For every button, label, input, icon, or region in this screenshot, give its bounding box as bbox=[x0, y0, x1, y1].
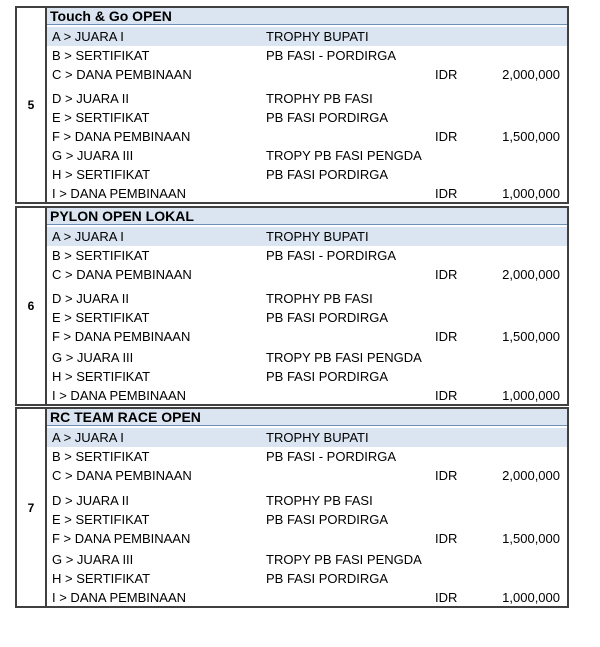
prize-row bbox=[47, 27, 567, 46]
prize-currency: IDR bbox=[435, 468, 458, 483]
prize-label: A > JUARA I bbox=[52, 229, 124, 244]
prize-description: PB FASI - PORDIRGA bbox=[266, 449, 397, 464]
prize-description: TROPHY BUPATI bbox=[266, 229, 369, 244]
prize-row bbox=[47, 89, 567, 108]
prize-label: H > SERTIFIKAT bbox=[52, 369, 151, 384]
prize-group bbox=[47, 89, 567, 146]
event-content bbox=[47, 8, 567, 202]
event-block bbox=[15, 206, 569, 406]
event-content bbox=[47, 208, 567, 404]
prize-row bbox=[47, 569, 567, 588]
prize-label: B > SERTIFIKAT bbox=[52, 48, 150, 63]
prize-amount: 1,000,000 bbox=[502, 590, 560, 605]
prize-row bbox=[47, 348, 567, 367]
prize-row bbox=[47, 46, 567, 65]
prize-row bbox=[47, 588, 567, 607]
prize-description: TROPY PB FASI PENGDA bbox=[266, 552, 422, 567]
prize-label: A > JUARA I bbox=[52, 430, 124, 445]
event-number: 6 bbox=[17, 208, 47, 404]
prize-label: H > SERTIFIKAT bbox=[52, 571, 151, 586]
prize-label: I > DANA PEMBINAAN bbox=[52, 590, 187, 605]
prize-description: TROPY PB FASI PENGDA bbox=[266, 350, 422, 365]
prize-label: F > DANA PEMBINAAN bbox=[52, 329, 191, 344]
prize-group bbox=[47, 491, 567, 548]
prize-row bbox=[47, 529, 567, 548]
prize-label: E > SERTIFIKAT bbox=[52, 512, 150, 527]
prize-row bbox=[47, 165, 567, 184]
prize-group bbox=[47, 348, 567, 405]
prize-group bbox=[47, 289, 567, 346]
prize-amount: 2,000,000 bbox=[502, 267, 560, 282]
prize-amount: 1,500,000 bbox=[502, 531, 560, 546]
prize-row bbox=[47, 386, 567, 405]
prize-row bbox=[47, 327, 567, 346]
prize-description: TROPHY BUPATI bbox=[266, 430, 369, 445]
prize-group bbox=[47, 27, 567, 84]
prize-label: E > SERTIFIKAT bbox=[52, 310, 150, 325]
prize-description: PB FASI PORDIRGA bbox=[266, 369, 389, 384]
prize-amount: 1,500,000 bbox=[502, 129, 560, 144]
prize-label: D > JUARA II bbox=[52, 291, 129, 306]
prize-label: A > JUARA I bbox=[52, 29, 124, 44]
prize-row bbox=[47, 550, 567, 569]
prize-currency: IDR bbox=[435, 267, 458, 282]
prize-currency: IDR bbox=[435, 590, 458, 605]
prize-row bbox=[47, 265, 567, 284]
prize-description: PB FASI PORDIRGA bbox=[266, 512, 389, 527]
prize-currency: IDR bbox=[435, 186, 458, 201]
event-content bbox=[47, 409, 567, 606]
prize-label: C > DANA PEMBINAAN bbox=[52, 468, 192, 483]
prize-currency: IDR bbox=[435, 531, 458, 546]
prize-description: PB FASI PORDIRGA bbox=[266, 110, 389, 125]
prize-group bbox=[47, 146, 567, 203]
prize-label: F > DANA PEMBINAAN bbox=[52, 531, 191, 546]
prize-description: PB FASI PORDIRGA bbox=[266, 571, 389, 586]
prize-row bbox=[47, 289, 567, 308]
prize-row bbox=[47, 127, 567, 146]
prize-label: G > JUARA III bbox=[52, 552, 134, 567]
prize-row bbox=[47, 108, 567, 127]
prize-row bbox=[47, 491, 567, 510]
prize-row bbox=[47, 65, 567, 84]
prize-row bbox=[47, 227, 567, 246]
prize-row bbox=[47, 510, 567, 529]
prize-row bbox=[47, 466, 567, 485]
prize-row bbox=[47, 308, 567, 327]
prize-label: D > JUARA II bbox=[52, 493, 129, 508]
prize-currency: IDR bbox=[435, 67, 458, 82]
prize-label: E > SERTIFIKAT bbox=[52, 110, 150, 125]
prize-amount: 2,000,000 bbox=[502, 67, 560, 82]
event-number: 7 bbox=[17, 409, 47, 606]
prize-label: C > DANA PEMBINAAN bbox=[52, 267, 192, 282]
prize-label: C > DANA PEMBINAAN bbox=[52, 67, 192, 82]
prize-currency: IDR bbox=[435, 129, 458, 144]
prize-description: TROPY PB FASI PENGDA bbox=[266, 148, 422, 163]
prize-label: I > DANA PEMBINAAN bbox=[52, 186, 187, 201]
prize-currency: IDR bbox=[435, 388, 458, 403]
event-title: PYLON OPEN LOKAL bbox=[47, 208, 567, 225]
prize-label: G > JUARA III bbox=[52, 350, 134, 365]
prize-description: PB FASI - PORDIRGA bbox=[266, 48, 397, 63]
prize-description: TROPHY BUPATI bbox=[266, 29, 369, 44]
event-block bbox=[15, 407, 569, 608]
event-number: 5 bbox=[17, 8, 47, 202]
prize-amount: 1,500,000 bbox=[502, 329, 560, 344]
prize-amount: 2,000,000 bbox=[502, 468, 560, 483]
prize-label: H > SERTIFIKAT bbox=[52, 167, 151, 182]
prize-label: D > JUARA II bbox=[52, 91, 129, 106]
prize-row bbox=[47, 428, 567, 447]
prize-amount: 1,000,000 bbox=[502, 186, 560, 201]
event-title: Touch & Go OPEN bbox=[47, 8, 567, 25]
event-block bbox=[15, 6, 569, 204]
prize-amount: 1,000,000 bbox=[502, 388, 560, 403]
prize-label: G > JUARA III bbox=[52, 148, 134, 163]
prize-row bbox=[47, 184, 567, 203]
prize-row bbox=[47, 146, 567, 165]
prize-group bbox=[47, 550, 567, 607]
prize-currency: IDR bbox=[435, 329, 458, 344]
prize-description: TROPHY PB FASI bbox=[266, 291, 373, 306]
prize-row bbox=[47, 367, 567, 386]
event-title: RC TEAM RACE OPEN bbox=[47, 409, 567, 426]
prize-description: TROPHY PB FASI bbox=[266, 493, 373, 508]
prize-description: PB FASI PORDIRGA bbox=[266, 310, 389, 325]
prize-group bbox=[47, 227, 567, 284]
prize-group bbox=[47, 428, 567, 485]
prize-description: PB FASI PORDIRGA bbox=[266, 167, 389, 182]
prize-label: F > DANA PEMBINAAN bbox=[52, 129, 191, 144]
prize-description: PB FASI - PORDIRGA bbox=[266, 248, 397, 263]
prize-description: TROPHY PB FASI bbox=[266, 91, 373, 106]
prize-row bbox=[47, 447, 567, 466]
prize-row bbox=[47, 246, 567, 265]
prize-label: I > DANA PEMBINAAN bbox=[52, 388, 187, 403]
prize-label: B > SERTIFIKAT bbox=[52, 449, 150, 464]
prize-label: B > SERTIFIKAT bbox=[52, 248, 150, 263]
